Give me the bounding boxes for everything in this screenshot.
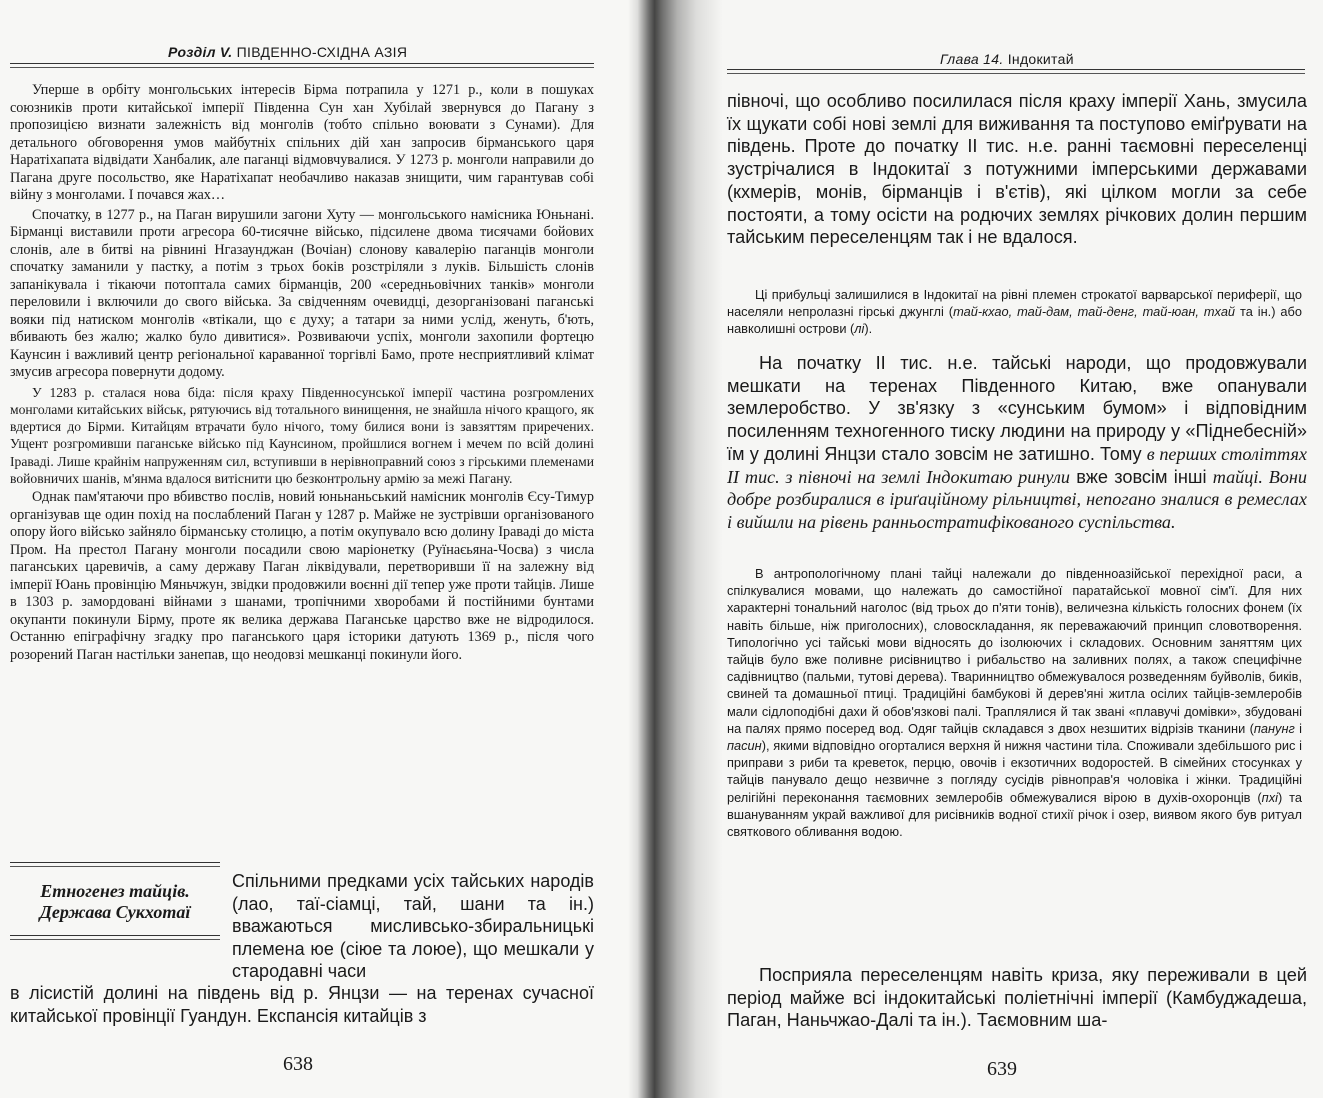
text-run: Ці прибульці залишилися в Індокитаї на рівні племен строкатої варварської периферії, що населяли непролазні гірські джунглі ( [727,287,1302,320]
text-run-italic: тай-кхао, тай-дам, тай-денг, тай-юан, тхай [953,304,1236,320]
text-run: та ін.) або навколишні острови ( [727,304,1302,337]
section-title-line1: Етногенез тайців. [40,881,190,901]
text-run: вже зовсім інші [1070,466,1213,487]
text-run: На початку II тис. н.е. тайські народи, що продовжували мешкати на теренах Південного Китаю, вже опанували землеробство. У зв'язку з «сунським бумом» і відповідним посиленням техногенного тиску людини на природу у «Піднебесній» їм у долині Янцзи стало зовсім не затишно. Тому [727,353,1307,464]
section-intro-full-text: в лісистій долині на південь від р. Янцзи — на теренах сучасної китайської провінції Гуандун. Експансія китайців з [10,983,594,1026]
left-paragraph: Спочатку, в 1277 р., на Паган вирушили загони Хуту — монгольського намісника Юньнані. Бірманці виставили проти агресора 60-тисячне військо, підсилене двома тисячами бойових слонів, але в битві на рівнині Нгазаунджан (Вочіан) слонову кавалерію паганців монголи спочатку заманили у пастку, а потім з трьох боків розстріляли з луків. Більшість слонів запанікувала і тікаючи потоптала самих бірманців, 200 «середньовічних танків» монголи переловили і включили до свого війська. За свідченням очевидці, дезорганізовані паганські вояки під натиском монголів «втікали, що є духу; а татари за ними услід, женуть, б'ють, вбивають без жалю; жалко було дивитися». Розвиваючи успіх, монголи захопили фортецю Каунсин і важливий центр регіональної караванної торгівлі Бамо, проте несприятливий клімат змусив агресора повернути додому. [10,206,594,380]
right-page-number: 639 [987,1058,1017,1080]
right-large-block-1 [727,90,1307,249]
text-run-italic: пхі [1261,789,1278,805]
section-rule-top [10,862,220,867]
text-run: ). [864,321,873,337]
right-running-header [940,51,1074,67]
text-run: ) та вшануванням украй важливої для рисівників водної стихії річок і озер, виявом якого був ритуал святкового обливання водою. [727,789,1302,840]
right-paragraph: Посприяла переселенцям навіть криза, яку переживали в цей період майже всі індокитайські поліетнічні імперії (Камбуджадеша, Паган, Наньчжао-Далі та ін.). Таємовним ша- [727,965,1307,1031]
left-paragraph: Уперше в орбіту монгольських інтересів Бірма потрапила у 1271 р., коли в пошуках союзників проти китайської імперії Південна Сун хан Хубілай звернувся до Пагану з пропозицією визнати залежність від монголів (тобто спільно воювати з Сунами). Для детального обговорення умов майбутніх спільних дій хан запросив бірманського царя Наратіхапата відвідати Ханбалик, але паганці відмовчувалися. У 1273 р. монголи направили до Пагана друге посольство, яке Наратіхапат необачливо наказав знищити, чим гарантував собі війну з монголами. І почався жах… [10,82,594,203]
left-header-chapter: Розділ V. [168,44,233,60]
right-header-rule [727,69,1305,74]
right-small-paragraph [727,286,1302,338]
book-gutter-shadow [628,0,723,1098]
text-run-italic: пасин [727,738,762,754]
text-run: ), якими відповідно огорталися верхня й нижня частини тіла. Споживали здебільшого рис і приправи з риби та креветок, перцю, овочів і екзотичних водоростей. В сімейних стосунках у тайців панувало дещо незвичне з погляду сусідів рівноправ'я чоловіка і жінки. Традиційні релігійні переконання таємовних землеробів обмежувалися вірою в духів-охоронців ( [727,738,1302,805]
right-small-block-2 [727,565,1302,840]
text-run: і [1294,720,1302,736]
section-intro-side-text: Спільними предками усіх тайських народів (лао, таї-сіамці, тай, шани та ін.) вважаються мисливсько-збиральницькі племена юе (сіюе та лоюе), що мешкали у стародавні часи [232,871,594,981]
text-run-italic: в перших століттях II тис. з півночі на землі Індокитаю ринули [727,443,1307,487]
left-header-rule [10,63,594,68]
right-paragraph: півночі, що особливо посилилася після краху імперії Хань, змусила їх щукати собі нові землі для виживання та поступово еміґрувати на південь. Проте до початку II тис. н.е. ранні таємовні переселенці зустрічалися в Індокитаї з потужними імперськими державами (кхмерів, монів, бірманців і в'єтів), які цілком могли за себе постояти, а тому осісти на родючих землях річкових долин першим тайським переселенцям так і не вдалося. [727,91,1307,248]
right-header-chapter: Глава 14. [940,51,1004,67]
text-run-italic: лі [854,321,865,337]
text-run: В антропологічному плані тайці належали до південноазійської перехідної раси, а спілкувалися мовами, що належать до самостійної паратайської мовної сім'ї. Для них характерні тональний наголос (від трьох до п'яти тонів), величезна кількість голосних фонем (їх навіть більше, ніж приголосних), словоскладання, як переважаючий принцип словотворення. Типологічно усі тайські мови відносять до ізолюючих і складових. Основним заняттям цих тайців було вже поливне рисівництво і рибальство на заливних полях, а також специфічне садівництво (пальми, тутові дерева). Тваринництво обмежувалося розведенням буйволів, биків, свиней та домашньої птиці. Традиційні бамбукові й дерев'яні житла осілих тайців-землеробів мали сідлоподібні дахи й обов'язкові палі. Траплялися й так звані «плавучі домівки», збудовані на палях прямо посеред вод. Одяг тайців складався з двох незшитих відрізів тканини ( [727,566,1302,736]
section-heading-box [10,862,220,940]
left-page [0,0,640,1098]
right-large-block-2 [727,352,1307,534]
left-paragraph: У 1283 р. сталася нова біда: після краху Південносунської імперії частина розгромлених монголами китайських військ, рятуючись від тотального винищення, не знайшла нічого кращого, як вдертися до Бірми. Китайцям втрачати було нічого, тому билися вони із завзяттям приречених. Ущент розгромивши паганське військо під Каунсином, пройшлися вогнем і мечем по всій долині Іраваді. Лише крайнім напруженням сил, вступивши в нерівноправний союз з гірськими племенами войовничих шанів, м'янма вдалося витіснити цю безконтрольну армію за межі Пагану. [10,384,594,486]
left-body-text [10,82,594,664]
left-page-number: 638 [283,1053,313,1075]
right-large-block-3 [727,964,1307,1032]
section-rule-bottom [10,935,220,940]
text-run-italic: панунг [1253,720,1295,736]
right-small-block-1 [727,286,1302,338]
section-title-line2: Держава Сукхотаї [39,902,191,922]
left-paragraph: Однак пам'ятаючи про вбивство послів, новий юньнаньський намісник монголів Єсу-Тимур організував ще один похід на послаблений Паган у 1287 р. Майже не зустрівши організованого опору його військо зайняло бірманську столицю, а потім окупувало всю долину Іраваді до міста Пром. На престол Пагану монголи посадили свою маріонетку (Руїнаєьяна-Чосва) з числа паганських царевичів, а саму державу Паган ліквідували, перетворивши її на залежну від імперії Юань провінцію Мяньчжун, звідки продовжили воєнні дії тепер уже проти тайців. Лише в 1303 р. замордовані війнами з шанами, тропічними хворобами й постійними бунтами окупанти покинули Бірму, проте як велика держава Паганське царство вже не відродилося. Останню епіграфічну згадку про паганського царя історики датують 1369 р., після чого розорений Паган настільки занепав, що неодовзі мешканці покинули його. [10,489,594,663]
right-paragraph [727,352,1307,534]
right-small-paragraph [727,565,1302,840]
left-running-header [168,44,407,60]
right-header-title: Індокитай [1007,51,1074,67]
text-run-italic: тайці. Вони добре розбиралися в іриґаційному рільництві, непогано зналися в ремеслах і вийшли на рівень ранньостратифікованого суспільства. [727,466,1308,532]
left-header-title: ПІВДЕННО-СХІДНА АЗІЯ [236,44,408,60]
